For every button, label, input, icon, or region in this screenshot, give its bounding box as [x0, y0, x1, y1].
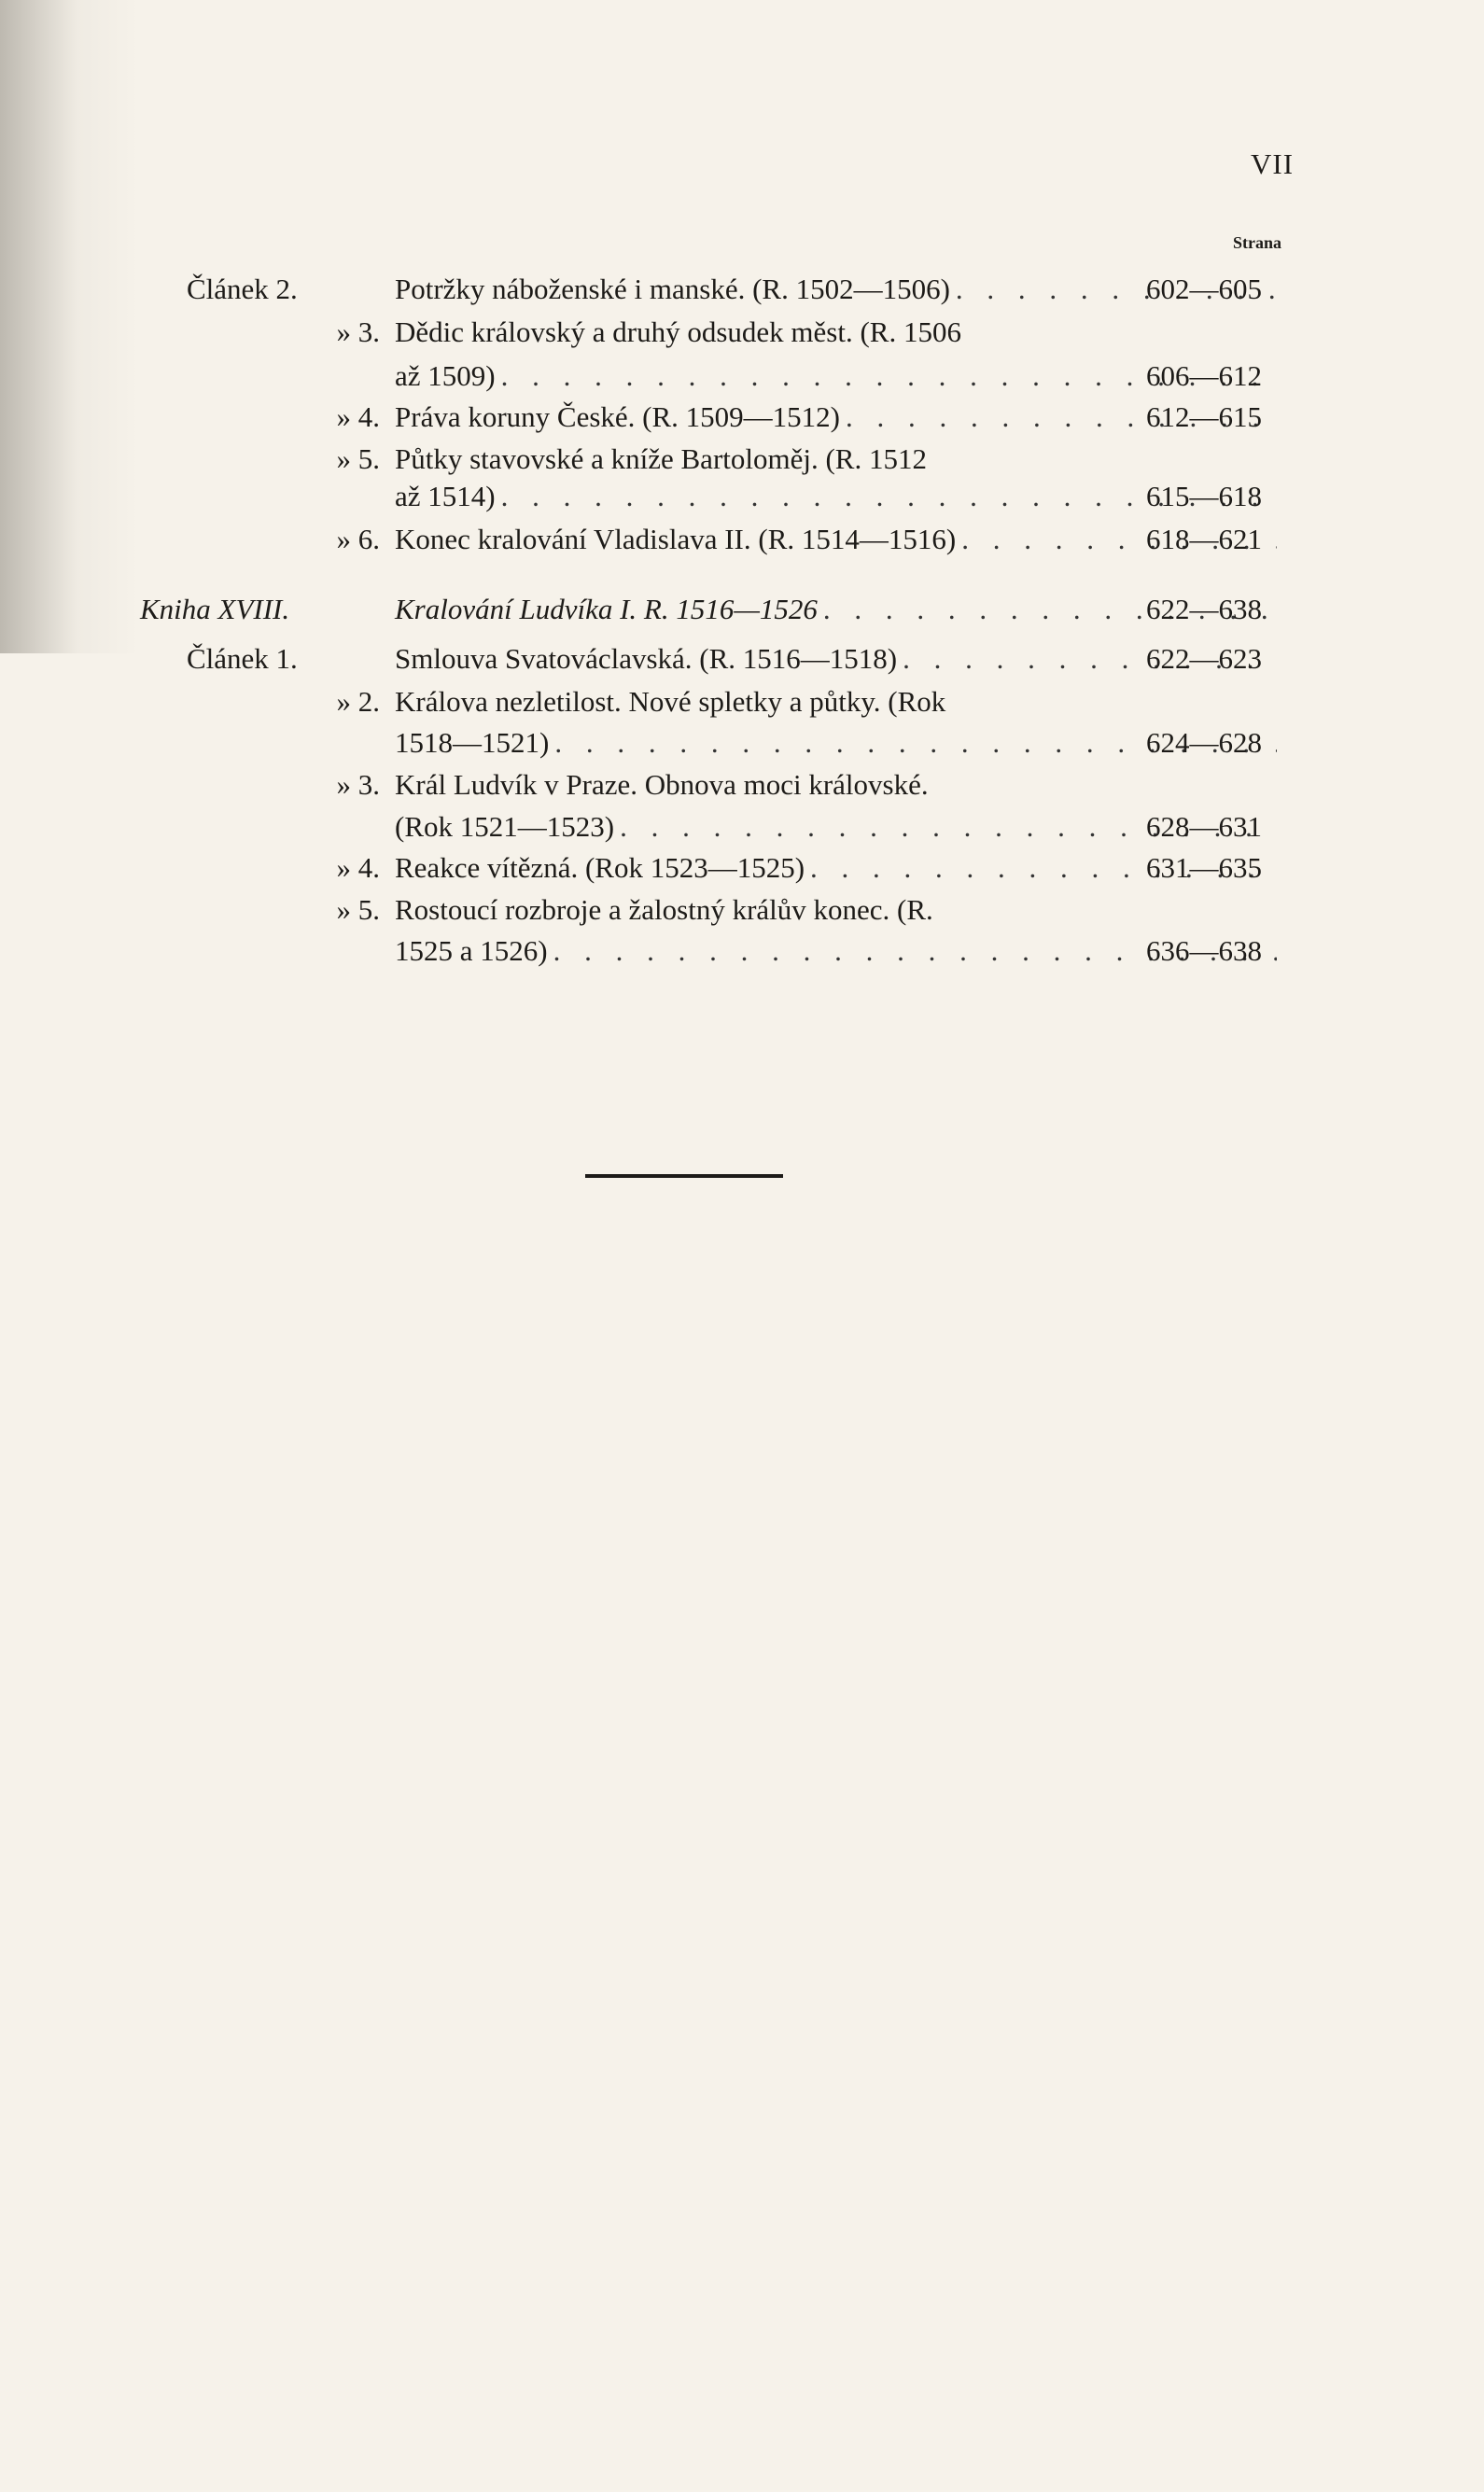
entry-label: » 4.	[336, 851, 380, 884]
toc-entry	[0, 311, 1484, 354]
toc-entry	[0, 847, 1484, 889]
toc-entry	[0, 396, 1484, 439]
entry-title: Král Ludvík v Praze. Obnova moci královské.	[395, 768, 929, 801]
toc-entry	[0, 268, 1484, 311]
toc-entry	[0, 889, 1484, 931]
book-label: Kniha XVIII.	[140, 593, 290, 625]
toc-entry-continued	[0, 355, 1484, 398]
page-number: VII	[1251, 147, 1295, 180]
column-header-strana: Strana	[1232, 233, 1281, 252]
entry-pages: 636—638	[1146, 934, 1262, 967]
entry-title: až 1514)	[395, 480, 496, 512]
entry-title: Potržky náboženské i manské. (R. 1502—1506)	[395, 273, 950, 305]
toc-entry-continued	[0, 930, 1484, 973]
toc-entry	[0, 680, 1484, 723]
entry-pages: 624—628	[1146, 726, 1262, 759]
entry-label: Článek 1.	[187, 642, 298, 675]
entry-title: 1525 a 1526)	[395, 934, 548, 967]
end-rule	[585, 1174, 783, 1178]
entry-label: Článek 2.	[187, 273, 298, 305]
toc-entry	[0, 637, 1484, 680]
toc-entry	[0, 763, 1484, 806]
entry-title: Půtky stavovské a kníže Bartoloměj. (R. 1512	[395, 442, 927, 475]
entry-title: Reakce vítězná. (Rok 1523—1525)	[395, 851, 805, 884]
entry-title: Smlouva Svatováclavská. (R. 1516—1518)	[395, 642, 898, 675]
entry-label: » 4.	[336, 400, 380, 433]
entry-label: » 3.	[336, 768, 380, 801]
entry-title: Dědic královský a druhý odsudek měst. (R. 1506	[395, 315, 961, 348]
book-title: Kralování Ludvíka I. R. 1516—1526	[395, 593, 818, 625]
entry-pages: 615—618	[1146, 480, 1262, 512]
entry-title: Králova nezletilost. Nové spletky a půtky. (Rok	[395, 685, 946, 718]
entry-title: až 1509)	[395, 359, 496, 392]
entry-label: » 3.	[336, 315, 380, 348]
toc-entry-continued	[0, 475, 1484, 518]
entry-title: Práva koruny České. (R. 1509—1512)	[395, 400, 840, 433]
entry-pages: 612—615	[1146, 400, 1262, 433]
entry-label: » 6.	[336, 523, 380, 555]
toc-entry-continued	[0, 721, 1484, 764]
book-heading	[0, 588, 1484, 631]
entry-pages: 606—612	[1146, 359, 1262, 392]
entry-pages: 628—631	[1146, 810, 1262, 843]
book-pages: 622—638	[1146, 593, 1262, 625]
entry-title: Rostoucí rozbroje a žalostný králův konec. (R.	[395, 893, 933, 926]
toc-entry-continued	[0, 805, 1484, 848]
entry-title: (Rok 1521—1523)	[395, 810, 615, 843]
entry-pages: 622—623	[1146, 642, 1262, 675]
entry-pages: 631—635	[1146, 851, 1262, 884]
entry-label: » 5.	[336, 442, 380, 475]
entry-label: » 5.	[336, 893, 380, 926]
entry-label: » 2.	[336, 685, 380, 718]
entry-title: Konec kralování Vladislava II. (R. 1514—1516)	[395, 523, 957, 555]
entry-pages: 618—621	[1146, 523, 1262, 555]
toc-entry	[0, 518, 1484, 561]
entry-title: 1518—1521)	[395, 726, 550, 759]
entry-pages: 602—605	[1146, 273, 1262, 305]
